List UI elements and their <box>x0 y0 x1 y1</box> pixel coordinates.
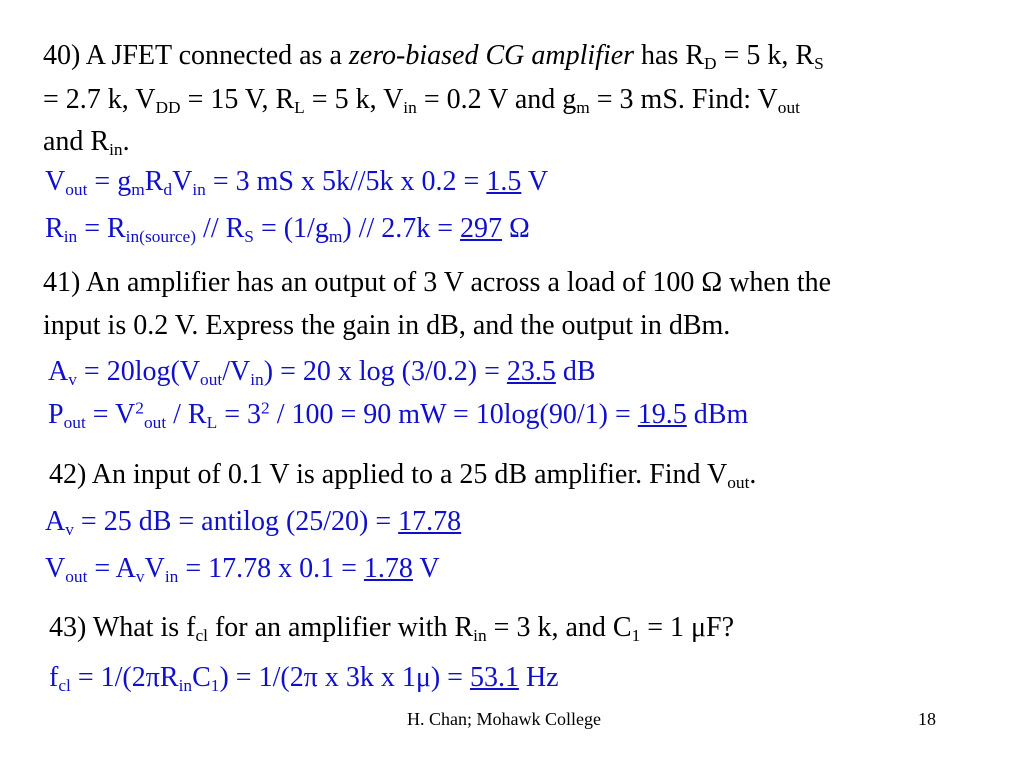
q43-text-line1: 43) What is $f_{cl}$ for an amplifier with $R_{in} = 3$ k, and $C_1 = 1$ μF? <box>49 612 735 646</box>
q40-answer-rin: $R_{in} = R_{in(source)} // R_S = (1/g_m) // 2.7k = 297$ Ω <box>45 213 530 247</box>
q40-emphasis: zero-biased CG amplifier <box>348 40 635 71</box>
q41-answer-gain: $A_v = 20\log(V_{out}/V_{in}) = 20$ x log (3/0.2) = 23.5 dB <box>48 356 596 390</box>
q41-text-line1: 41) An amplifier has an output of 3 V across a load of 100 Ω when the <box>43 267 832 298</box>
answer-value: 17.78 <box>398 506 462 537</box>
q41-text-line2: input is 0.2 V. Express the gain in dB, and the output in dBm. <box>43 310 731 341</box>
q40-text-line3: and $R_{in}$. <box>43 126 130 160</box>
q41-answer-pout: $P_{out} = V^2_{out} / R_L = 3^2 / 100 = 90$ mW = 10log(90/1) = 19.5 dBm <box>48 398 749 433</box>
answer-value: 23.5 <box>506 356 556 387</box>
q42-answer-vout: $V_{out} = A_vV_{in} = 17.78$ x 0.1 = 1.78 V <box>45 553 440 587</box>
q43-answer-fcl: $f_{cl} = 1/(2\pi R_{in}C_1) = 1/(2\pi$ x 3k x 1μ) = 53.1 Hz <box>49 662 559 696</box>
answer-value: 1.78 <box>363 553 413 584</box>
q42-answer-av: $A_v = 25$ dB = antilog (25/20) = 17.78 <box>45 506 462 540</box>
q40-text-line2: = 2.7 k, $V_{DD} = 15$ V, $R_L = 5$ k, $V_{in} = 0.2$ V and $g_m = 3$ mS. Find: $V_{out}$ <box>43 84 800 118</box>
footer-source: H. Chan; Mohawk College <box>407 709 601 729</box>
q42-text-line1: 42) An input of 0.1 V is applied to a 25 dB amplifier. Find $V_{out}$. <box>49 459 757 493</box>
answer-value: 1.5 <box>486 166 522 197</box>
answer-value: 297 <box>460 213 503 244</box>
q40-text-line1: 40) A JFET connected as a zero-biased CG amplifier has $R_D = 5$ k, $R_S$ <box>43 40 824 74</box>
answer-value: 19.5 <box>637 399 687 430</box>
page-number: 18 <box>918 709 936 729</box>
q40-answer-vout: $V_{out} = g_mR_dV_{in} = 3$ mS x 5k//5k x 0.2 = 1.5 V <box>45 166 549 200</box>
answer-value: 53.1 <box>469 662 519 693</box>
